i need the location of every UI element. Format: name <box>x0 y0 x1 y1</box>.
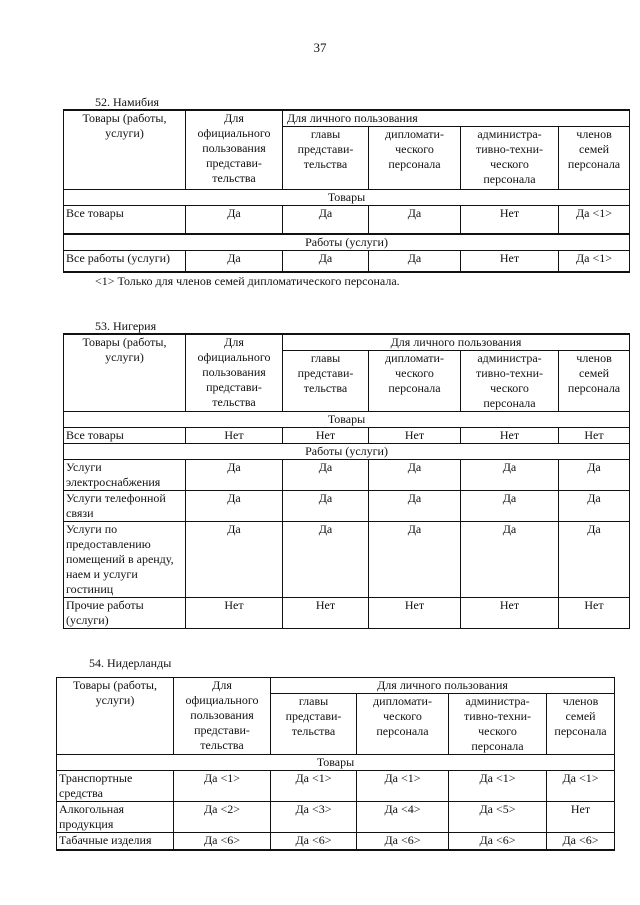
cell-value: Нет <box>369 428 461 444</box>
cell-value: Да <5> <box>449 802 547 833</box>
cell-value: Да <box>369 491 461 522</box>
section-title-namibia: 52. Намибия <box>95 95 160 109</box>
cell-value: Да <box>186 251 283 273</box>
cell-value: Да <6> <box>449 833 547 851</box>
header-head: главы представи-тельства <box>283 351 369 412</box>
header-goods: Товары (работы, услуги) <box>64 334 186 412</box>
footnote-namibia: <1> Только для членов семей дипломатического персонала. <box>95 274 400 288</box>
cell-value: Нет <box>461 206 559 235</box>
cell-value: Да <1> <box>547 771 615 802</box>
header-admin: администра-тивно-техни-ческого персонала <box>461 127 559 190</box>
row-label: Прочие работы (услуги) <box>64 598 186 629</box>
cell-value: Нет <box>283 428 369 444</box>
header-family: членов семей персонала <box>559 351 630 412</box>
header-head: главы представи-тельства <box>271 694 357 755</box>
cell-value: Да <1> <box>357 771 449 802</box>
cell-value: Да <box>283 460 369 491</box>
cell-value: Да <box>369 522 461 598</box>
cell-value: Да <6> <box>547 833 615 851</box>
cell-value: Да <box>461 491 559 522</box>
cell-value: Нет <box>369 598 461 629</box>
section-works-label: Работы (услуги) <box>64 234 630 251</box>
header-goods: Товары (работы, услуги) <box>57 678 174 755</box>
cell-value: Да <6> <box>357 833 449 851</box>
cell-value: Да <box>559 460 630 491</box>
header-admin: администра-тивно-техни-ческого персонала <box>449 694 547 755</box>
cell-value: Да <1> <box>559 251 630 273</box>
row-label: Алкогольная продукция <box>57 802 174 833</box>
table-namibia <box>63 109 630 273</box>
cell-value: Нет <box>461 251 559 273</box>
header-personal: Для личного пользования <box>271 678 615 694</box>
header-head: главы представи-тельства <box>283 127 369 190</box>
header-official: Для официального пользования представи-тельства <box>186 334 283 412</box>
cell-value: Да <6> <box>271 833 357 851</box>
cell-value: Да <box>559 522 630 598</box>
header-personal: Для личного пользования <box>283 334 630 351</box>
header-diplomatic: дипломати-ческого персонала <box>369 127 461 190</box>
cell-value: Да <box>461 460 559 491</box>
cell-value: Да <box>186 491 283 522</box>
section-title-netherlands: 54. Нидерланды <box>89 656 172 670</box>
header-diplomatic: дипломати-ческого персонала <box>369 351 461 412</box>
row-label: Услуги электроснабжения <box>64 460 186 491</box>
header-official: Для официального пользования представи-тельства <box>186 110 283 190</box>
cell-value: Да <box>283 522 369 598</box>
header-admin: администра-тивно-техни-ческого персонала <box>461 351 559 412</box>
cell-value: Да <box>283 491 369 522</box>
row-label: Все работы (услуги) <box>64 251 186 273</box>
section-title-nigeria: 53. Нигерия <box>95 319 157 333</box>
cell-value: Да <box>283 206 369 235</box>
row-label: Все товары <box>64 206 186 235</box>
table-nigeria <box>63 333 630 629</box>
cell-value: Нет <box>461 428 559 444</box>
row-label: Все товары <box>64 428 186 444</box>
section-goods-label: Товары <box>57 755 615 771</box>
page-number: 37 <box>313 40 327 55</box>
cell-value: Да <box>369 206 461 235</box>
cell-value: Нет <box>559 598 630 629</box>
table-netherlands <box>56 677 615 851</box>
cell-value: Да <box>186 206 283 235</box>
cell-value: Нет <box>559 428 630 444</box>
cell-value: Нет <box>461 598 559 629</box>
row-label: Услуги по предоставлению помещений в аренду, наем и услуги гостиниц <box>64 522 186 598</box>
cell-value: Да <6> <box>174 833 271 851</box>
header-personal: Для личного пользования <box>283 110 630 127</box>
cell-value: Да <1> <box>559 206 630 235</box>
cell-value: Нет <box>283 598 369 629</box>
row-label: Транспортные средства <box>57 771 174 802</box>
cell-value: Да <box>369 460 461 491</box>
cell-value: Да <1> <box>449 771 547 802</box>
cell-value: Нет <box>186 428 283 444</box>
cell-value: Да <box>461 522 559 598</box>
cell-value: Нет <box>547 802 615 833</box>
row-label: Услуги телефонной связи <box>64 491 186 522</box>
cell-value: Да <box>559 491 630 522</box>
header-family: членов семей персонала <box>559 127 630 190</box>
cell-value: Да <1> <box>174 771 271 802</box>
cell-value: Да <2> <box>174 802 271 833</box>
section-works-label: Работы (услуги) <box>64 444 630 460</box>
cell-value: Нет <box>186 598 283 629</box>
section-goods-label: Товары <box>64 190 630 206</box>
header-official: Для официального пользования представи-тельства <box>174 678 271 755</box>
cell-value: Да <box>369 251 461 273</box>
header-family: членов семей персонала <box>547 694 615 755</box>
cell-value: Да <box>186 460 283 491</box>
cell-value: Да <box>186 522 283 598</box>
row-label: Табачные изделия <box>57 833 174 851</box>
header-goods: Товары (работы, услуги) <box>64 110 186 190</box>
cell-value: Да <box>283 251 369 273</box>
cell-value: Да <3> <box>271 802 357 833</box>
cell-value: Да <1> <box>271 771 357 802</box>
section-goods-label: Товары <box>64 412 630 428</box>
header-diplomatic: дипломати-ческого персонала <box>357 694 449 755</box>
cell-value: Да <4> <box>357 802 449 833</box>
